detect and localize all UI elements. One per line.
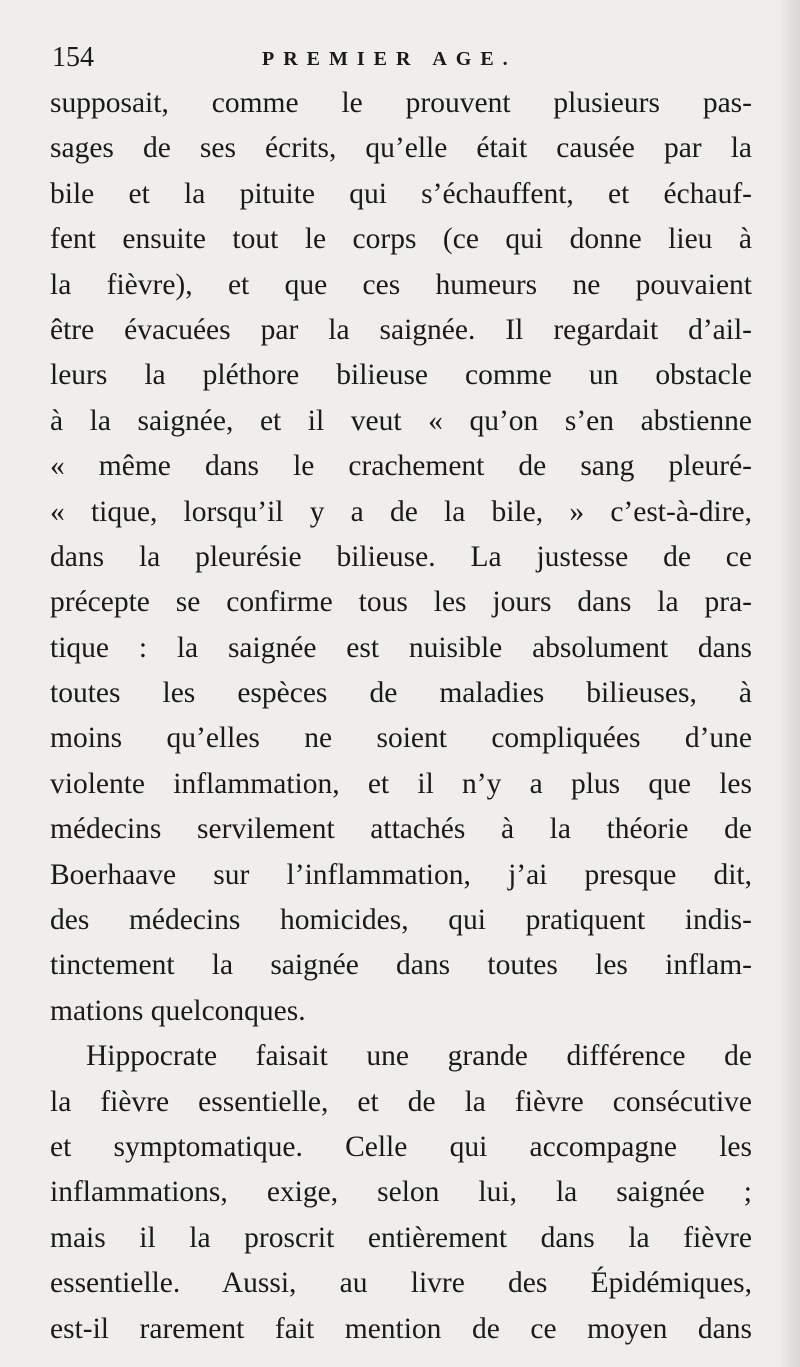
text-line: Boerhaave sur l’inflammation, j’ai presque dit, <box>50 858 752 891</box>
text-line: supposait, comme le prouvent plusieurs pas- <box>50 87 752 119</box>
text-line: leurs la pléthore bilieuse comme un obstacle <box>50 359 752 392</box>
text-line: bile et la pituite qui s’échauffent, et échauf- <box>50 177 752 210</box>
running-head: PREMIER AGE. <box>262 48 517 70</box>
paragraph-end-line: mations quelconques. <box>50 994 306 1027</box>
text-line: être évacuées par la saignée. Il regardait d’ail- <box>50 313 752 346</box>
text-line: essentielle. Aussi, au livre des Épidémiques, <box>50 1267 752 1300</box>
text-line: médecins servilement attachés à la théorie de <box>50 813 752 846</box>
text-line: « tique, lorsqu’il y a de la bile, » c’est-à-dire, <box>50 495 752 528</box>
text-line: toutes les espèces de maladies bilieuses, à <box>50 677 752 710</box>
body-text <box>50 81 752 1352</box>
text-line: la fièvre essentielle, et de la fièvre consécutive <box>50 1085 752 1118</box>
text-line: la fièvre), et que ces humeurs ne pouvaient <box>50 268 752 301</box>
page-edge-shadow <box>778 0 800 1367</box>
paragraph-start-line: Hippocrate faisait une grande différence de <box>86 1040 752 1073</box>
page-header <box>52 42 748 82</box>
text-line: violente inflammation, et il n’y a plus que les <box>50 767 752 800</box>
text-line: tique : la saignée est nuisible absolument dans <box>50 631 752 664</box>
text-line: inflammations, exige, selon lui, la saignée ; <box>50 1176 752 1209</box>
text-line: mais il la proscrit entièrement dans la fièvre <box>50 1221 752 1254</box>
text-line: des médecins homicides, qui pratiquent indis- <box>50 904 752 937</box>
text-line: dans la pleurésie bilieuse. La justesse de ce <box>50 540 752 573</box>
text-line: sages de ses écrits, qu’elle était causée par la <box>50 132 752 165</box>
text-line: est-il rarement fait mention de ce moyen dans <box>50 1312 752 1345</box>
text-line: à la saignée, et il veut « qu’on s’en abstienne <box>50 404 752 437</box>
text-line: « même dans le crachement de sang pleuré- <box>50 450 752 483</box>
text-line: précepte se confirme tous les jours dans la pra- <box>50 586 752 619</box>
text-line: tinctement la saignée dans toutes les inflam- <box>50 949 752 982</box>
text-line: fent ensuite tout le corps (ce qui donne lieu à <box>50 223 752 256</box>
text-line: moins qu’elles ne soient compliquées d’une <box>50 722 752 755</box>
page-number: 154 <box>52 42 94 73</box>
text-line: et symptomatique. Celle qui accompagne les <box>50 1130 752 1163</box>
